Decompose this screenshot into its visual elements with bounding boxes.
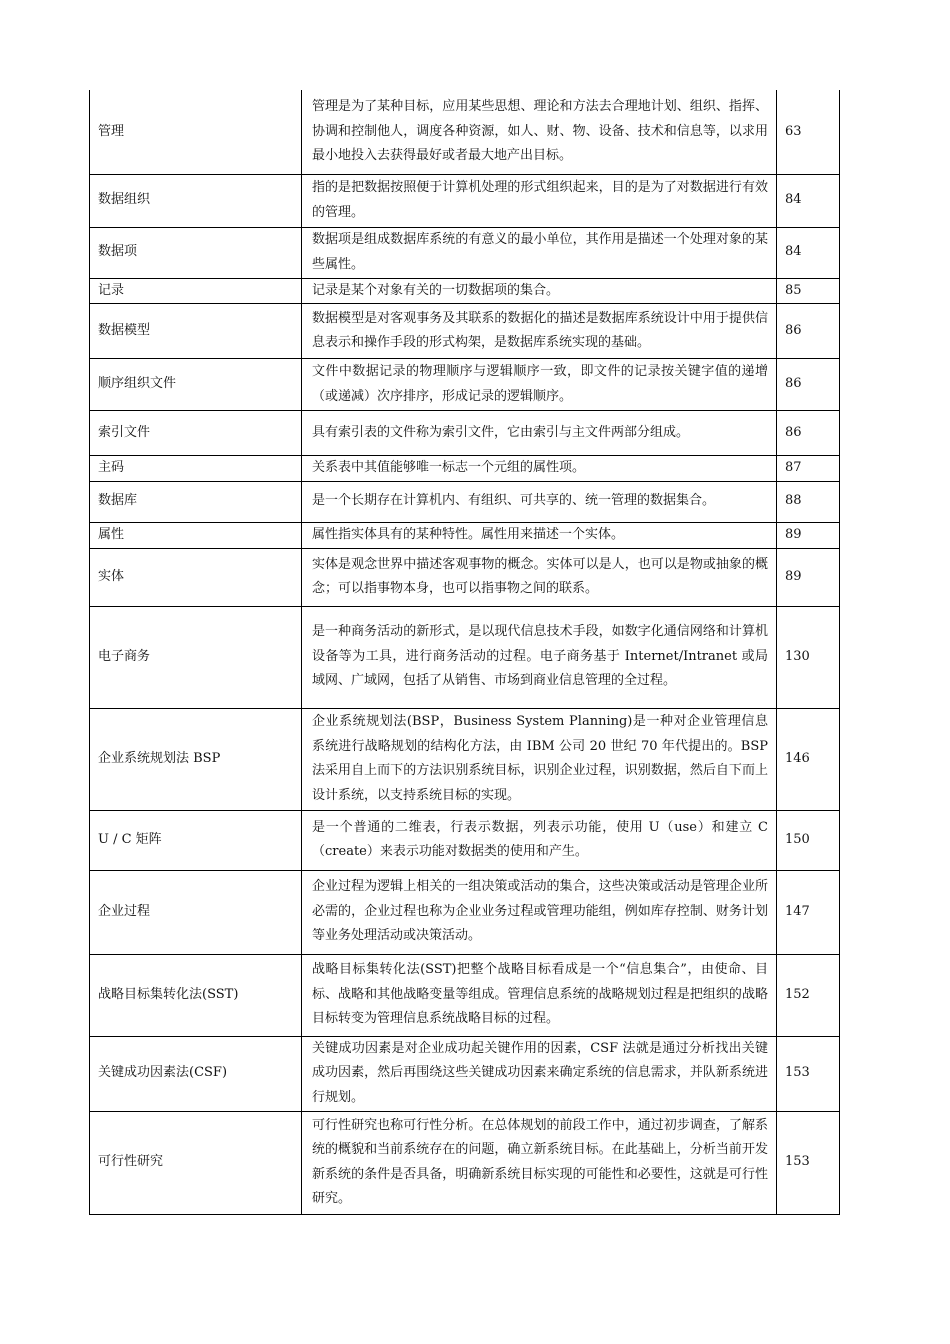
page-number-cell: 84 [777,174,840,227]
table-row [90,522,840,548]
table-row [90,174,840,227]
table-row [90,278,840,304]
page-number-cell: 86 [777,304,840,359]
page-number-cell: 86 [777,359,840,411]
page-number-cell: 89 [777,548,840,606]
term-cell: 战略目标集转化法(SST) [90,954,302,1036]
term-cell: 数据库 [90,481,302,522]
table-row [90,606,840,708]
term-cell: 管理 [90,90,302,174]
page-number-cell: 63 [777,90,840,174]
definition-cell: 战略目标集转化法(SST)把整个战略目标看成是一个“信息集合”，由使命、目标、战略和其他战略变量等组成。管理信息系统的战略规划过程是把组织的战略目标转变为管理信息系统战略目标的过程。 [302,954,777,1036]
page-number-cell: 89 [777,522,840,548]
definition-cell: 属性指实体具有的某种特性。属性用来描述一个实体。 [302,522,777,548]
definition-cell: 指的是把数据按照便于计算机处理的形式组织起来，目的是为了对数据进行有效的管理。 [302,174,777,227]
definition-cell: 实体是观念世界中描述客观事物的概念。实体可以是人，也可以是物或抽象的概念；可以指事物本身，也可以指事物之间的联系。 [302,548,777,606]
page-number-cell: 147 [777,870,840,954]
definition-cell: 是一种商务活动的新形式，是以现代信息技术手段，如数字化通信网络和计算机设备等为工具，进行商务活动的过程。电子商务基于 Internet/Intranet 或局域网、广域网，包括了从销售、市场到商业信息管理的全过程。 [302,606,777,708]
term-cell: 属性 [90,522,302,548]
page-number-cell: 130 [777,606,840,708]
table-row [90,359,840,411]
table-row [90,810,840,870]
term-cell: U / C 矩阵 [90,810,302,870]
page-number-cell: 85 [777,278,840,304]
definition-cell: 数据模型是对客观事务及其联系的数据化的描述是数据库系统设计中用于提供信息表示和操作手段的形式构架，是数据库系统实现的基础。 [302,304,777,359]
definition-cell: 具有索引表的文件称为索引文件，它由索引与主文件两部分组成。 [302,411,777,456]
table-row [90,548,840,606]
definition-cell: 记录是某个对象有关的一切数据项的集合。 [302,278,777,304]
term-cell: 记录 [90,278,302,304]
definition-cell: 文件中数据记录的物理顺序与逻辑顺序一致，即文件的记录按关键字值的递增（或递减）次序排序，形成记录的逻辑顺序。 [302,359,777,411]
term-cell: 可行性研究 [90,1111,302,1214]
term-cell: 主码 [90,456,302,482]
definition-cell: 可行性研究也称可行性分析。在总体规划的前段工作中，通过初步调查，了解系统的概貌和当前系统存在的问题，确立新系统目标。在此基础上，分析当前开发新系统的条件是否具备，明确新系统目标实现的可能性和必要性，这就是可行性研究。 [302,1111,777,1214]
definition-cell: 关键成功因素是对企业成功起关键作用的因素，CSF 法就是通过分析找出关键成功因素，然后再围绕这些关键成功因素来确定系统的信息需求，并队新系统进行规划。 [302,1036,777,1111]
page-number-cell: 86 [777,411,840,456]
glossary-body [90,90,840,1214]
term-cell: 数据模型 [90,304,302,359]
definition-cell: 企业系统规划法(BSP，Business System Planning)是一种对企业管理信息系统进行战略规划的结构化方法，由 IBM 公司 20 世纪 70 年代提出的。BSP 法采用自上而下的方法识别系统目标，识别企业过程，识别数据，然后自下而上设计系统，以支持系统目标的实现。 [302,708,777,810]
term-cell: 实体 [90,548,302,606]
definition-cell: 是一个普通的二维表，行表示数据，列表示功能，使用 U（use）和建立 C（create）来表示功能对数据类的使用和产生。 [302,810,777,870]
glossary-table [89,90,840,1215]
definition-cell: 关系表中其值能够唯一标志一个元组的属性项。 [302,456,777,482]
table-row [90,227,840,278]
table-row [90,411,840,456]
term-cell: 数据项 [90,227,302,278]
definition-cell: 数据项是组成数据库系统的有意义的最小单位，其作用是描述一个处理对象的某些属性。 [302,227,777,278]
table-row [90,870,840,954]
table-row [90,304,840,359]
term-cell: 索引文件 [90,411,302,456]
table-row [90,954,840,1036]
table-row [90,708,840,810]
term-cell: 关键成功因素法(CSF) [90,1036,302,1111]
page-number-cell: 153 [777,1111,840,1214]
table-row [90,1111,840,1214]
definition-cell: 是一个长期存在计算机内、有组织、可共享的、统一管理的数据集合。 [302,481,777,522]
term-cell: 企业过程 [90,870,302,954]
page-number-cell: 153 [777,1036,840,1111]
table-row [90,456,840,482]
page-number-cell: 84 [777,227,840,278]
page-number-cell: 152 [777,954,840,1036]
page-number-cell: 88 [777,481,840,522]
definition-cell: 管理是为了某种目标，应用某些思想、理论和方法去合理地计划、组织、指挥、协调和控制他人，调度各种资源，如人、财、物、设备、技术和信息等，以求用最小地投入去获得最好或者最大地产出目标。 [302,90,777,174]
term-cell: 企业系统规划法 BSP [90,708,302,810]
term-cell: 数据组织 [90,174,302,227]
page-number-cell: 87 [777,456,840,482]
table-row [90,481,840,522]
table-row [90,1036,840,1111]
term-cell: 电子商务 [90,606,302,708]
page-number-cell: 150 [777,810,840,870]
definition-cell: 企业过程为逻辑上相关的一组决策或活动的集合，这些决策或活动是管理企业所必需的，企业过程也称为企业业务过程或管理功能组，例如库存控制、财务计划等业务处理活动或决策活动。 [302,870,777,954]
term-cell: 顺序组织文件 [90,359,302,411]
table-row [90,90,840,174]
page-number-cell: 146 [777,708,840,810]
